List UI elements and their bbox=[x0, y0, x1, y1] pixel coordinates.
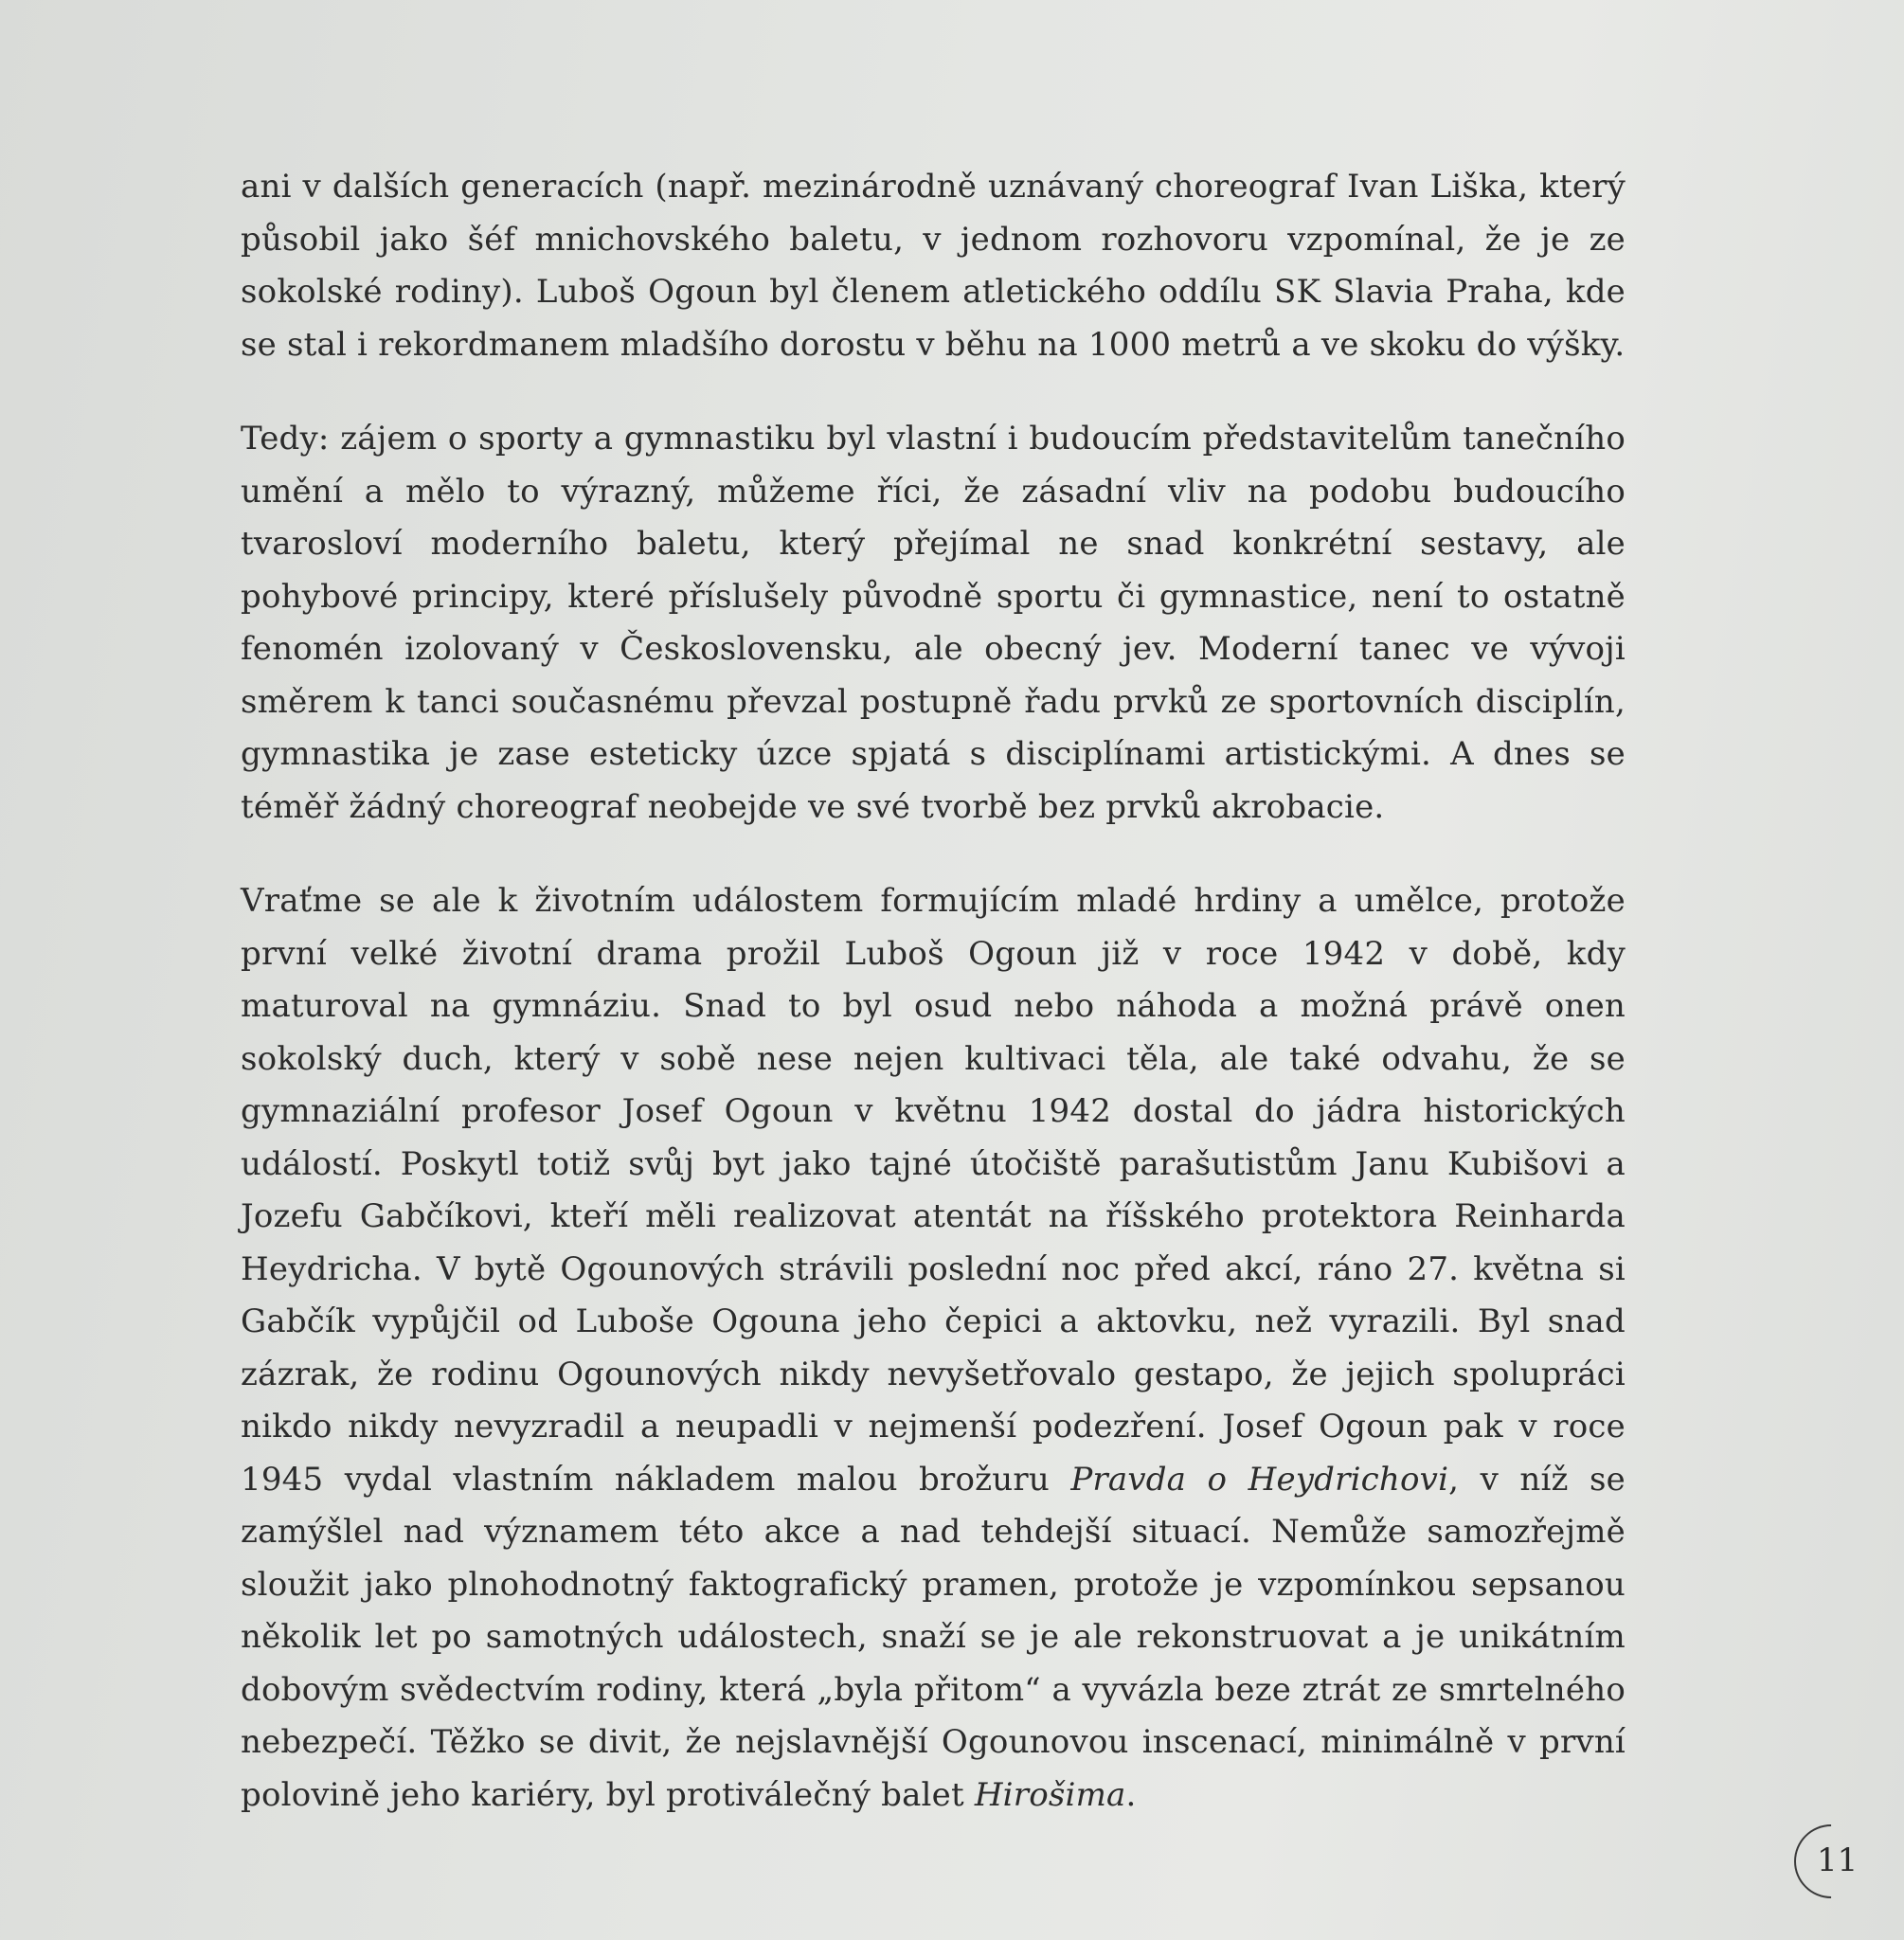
book-title-pravda-o-heydrichovi: Pravda o Heydrichovi bbox=[1070, 1460, 1449, 1499]
paragraph-3 bbox=[241, 875, 1626, 1822]
paragraph-2-text: Tedy: zájem o sporty a gymnastiku byl vlastní i budoucím představitelům tanečního umění a mělo to výrazný, můžeme říci, že zásadní vliv na podobu budoucího tvarosloví moderního baletu, který přejímal ne snad konkrétní sestavy, ale pohybové principy, které příslušely původně sportu či gymnastice, není to ostatně fenomén izolovaný v Československu, ale obecný jev. Moderní tanec ve vývoji směrem k tanci současnému převzal postupně řadu prvků ze sportovních disciplín, gymnastika je zase esteticky úzce spjatá s disciplínami artistickými. A dnes se téměř žádný choreograf neobejde ve své tvorbě bez prvků akrobacie. bbox=[241, 420, 1626, 826]
page-number: 11 bbox=[1817, 1841, 1859, 1879]
page-number-mark bbox=[1794, 1824, 1870, 1900]
ballet-title-hirosima: Hirošima bbox=[974, 1775, 1126, 1814]
body-text bbox=[241, 161, 1626, 1863]
paragraph-3-text-end: . bbox=[1125, 1775, 1137, 1814]
paragraph-1 bbox=[241, 161, 1626, 371]
paragraph-3-text-part-1: Vraťme se ale k životním událostem formujícím mladé hrdiny a umělce, protože první velké životní drama prožil Luboš Ogoun již v roce 1942 v době, kdy maturoval na gymnáziu. Snad to byl osud nebo náhoda a možná právě onen sokolský duch, který v sobě nese nejen kultivaci těla, ale také odvahu, že se gymnaziální profesor Josef Ogoun v květnu 1942 dostal do jádra historických událostí. Poskytl totiž svůj byt jako tajné útočiště parašutistům Janu Kubišovi a Jozefu Gabčíkovi, kteří měli realizovat atentát na říšského protektora Reinharda Heydricha. V bytě Ogounových strávili poslední noc před akcí, ráno 27. května si Gabčík vypůjčil od Luboše Ogouna jeho čepici a aktovku, než vyrazili. Byl snad zázrak, že rodinu Ogounových nikdy nevyšetřovalo gestapo, že jejich spolupráci nikdo nikdy nevyzradil a neupadli v nejmenší podezření. Josef Ogoun pak v roce 1945 vydal vlastním nákladem malou brožuru bbox=[241, 882, 1626, 1499]
paragraph-3-text-part-2: , v níž se zamýšlel nad významem této akce a nad tehdejší situací. Nemůže samozřejmě sloužit jako plnohodnotný faktografický pramen, protože je vzpomínkou sepsanou několik let po samotných událostech, snaží se je ale rekonstruovat a je unikátním dobovým svědectvím rodiny, která „byla přitom“ a vyvázla beze ztrát ze smrtelného nebezpečí. Těžko se divit, že nejslavnější Ogounovou inscenací, minimálně v první polovině jeho kariéry, byl protiválečný balet bbox=[241, 1460, 1626, 1814]
paragraph-2 bbox=[241, 413, 1626, 834]
paragraph-1-text: ani v dalších generacích (např. mezinárodně uznávaný choreograf Ivan Liška, který působil jako šéf mnichovského baletu, v jednom rozhovoru vzpomínal, že je ze sokolské rodiny). Luboš Ogoun byl členem atletického oddílu SK Slavia Praha, kde se stal i rekordmanem mladšího dorostu v běhu na 1000 metrů a ve skoku do výšky. bbox=[241, 168, 1626, 364]
